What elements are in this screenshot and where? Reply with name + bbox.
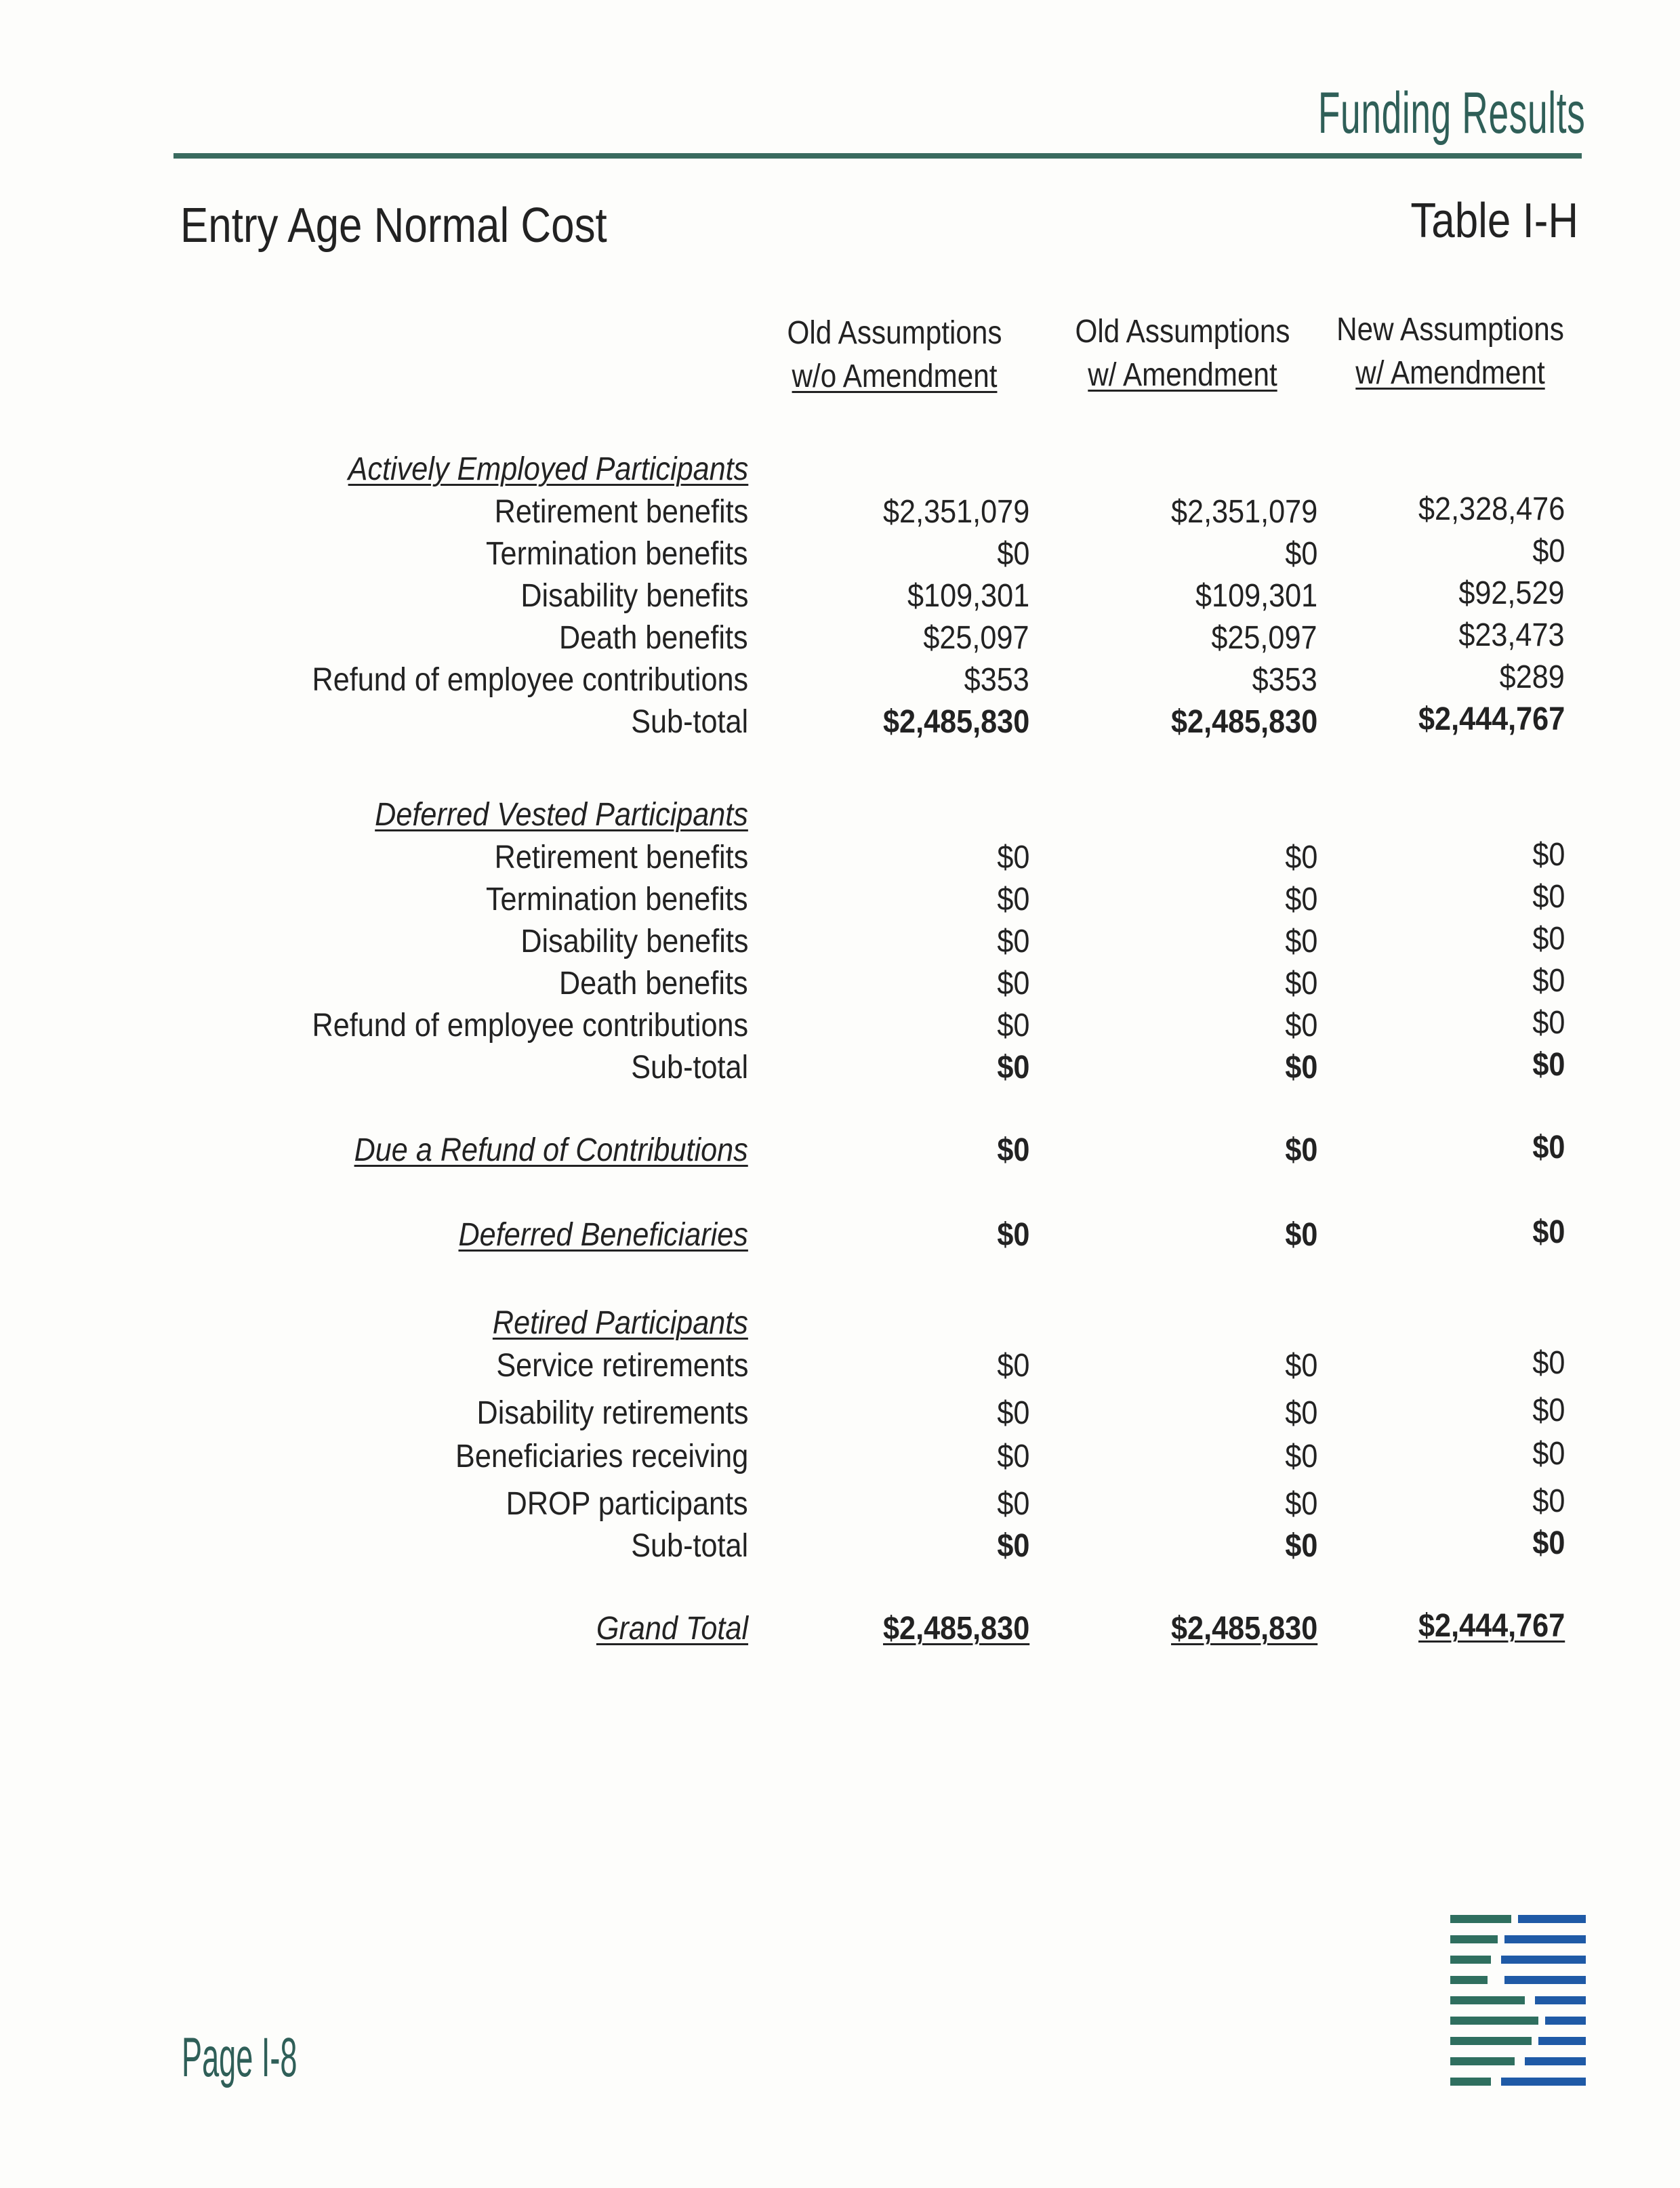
table-cell: $2,328,476 [1418,491,1565,527]
table-cell: $2,444,767 [1418,701,1565,737]
table-cell: $0 [1284,1217,1317,1253]
table-cell: $0 [1532,1483,1565,1519]
table-cell: $23,473 [1458,617,1565,653]
row-label: Death benefits [559,620,748,656]
table-cell: $0 [1284,536,1317,572]
column-header-old-w [1046,310,1320,397]
row-label: Disability benefits [520,578,748,614]
company-logo-icon [1450,1915,1586,2091]
table-cell: $0 [1532,533,1565,569]
row-label: Sub-total [631,1050,748,1086]
table-cell: $0 [996,1439,1029,1474]
table-cell: $0 [996,840,1029,875]
row-label: Termination benefits [486,536,748,572]
table-cell: $25,097 [923,620,1029,656]
table-cell: $0 [996,1528,1029,1564]
table-cell: $2,444,767 [1418,1608,1565,1644]
table-cell: $353 [964,662,1029,698]
table-cell: $0 [1532,1047,1565,1083]
column-header-line2: w/ Amendment [1355,355,1545,391]
row-label: Refund of employee contributions [312,1008,748,1044]
row-group-label: Grand Total [596,1611,748,1647]
table-cell: $0 [1532,1214,1565,1250]
row-label: Disability retirements [476,1395,748,1431]
logo-stripes [1450,1915,1586,2086]
table-cell: $0 [996,1348,1029,1384]
table-cell: $0 [1284,1050,1317,1086]
table-cell: $2,485,830 [1170,1611,1317,1647]
column-header-line1: Old Assumptions [787,315,1002,351]
table-cell: $109,301 [907,578,1029,614]
table-cell: $289 [1499,659,1565,695]
table-cell: $0 [1532,1436,1565,1472]
table-cell: $2,485,830 [882,1611,1029,1647]
table-cell: $0 [1532,1005,1565,1041]
table-cell: $0 [1532,1345,1565,1381]
table-cell: $0 [996,1217,1029,1253]
table-cell: $0 [1284,1008,1317,1044]
table-cell: $0 [1284,966,1317,1002]
table-cell: $0 [1284,1528,1317,1564]
table-cell: $0 [1284,924,1317,959]
table-cell: $0 [996,536,1029,572]
row-label: Refund of employee contributions [312,662,748,698]
table-cell: $0 [1532,921,1565,957]
table-cell: $2,485,830 [882,704,1029,740]
row-label: Sub-total [631,1528,748,1564]
table-cell: $353 [1252,662,1317,698]
row-group-label: Deferred Vested Participants [375,797,748,833]
row-label: Beneficiaries receiving [455,1439,748,1474]
column-header-new-w [1313,308,1588,395]
table-cell: $0 [996,1395,1029,1431]
table-cell: $0 [1532,963,1565,999]
row-label: Disability benefits [520,924,748,959]
table-cell: $0 [1284,1395,1317,1431]
table-cell: $109,301 [1195,578,1317,614]
table-cell: $0 [1532,1525,1565,1561]
table-cell: $0 [1284,1439,1317,1474]
table-cell: $0 [996,966,1029,1002]
table-cell: $0 [1532,1130,1565,1165]
table-cell: $2,485,830 [1170,704,1317,740]
page-number: Page I-8 [182,2027,298,2088]
table-cell: $0 [1532,837,1565,873]
row-label: DROP participants [506,1486,748,1522]
table-cell: $0 [1532,879,1565,915]
table-cell: $0 [996,1050,1029,1086]
row-group-label: Actively Employed Participants [348,451,748,487]
row-label: Termination benefits [486,882,748,917]
column-header-old-wo [758,312,1032,398]
row-label: Sub-total [631,704,748,740]
table-cell: $25,097 [1211,620,1317,656]
column-header-line1: Old Assumptions [1075,314,1290,350]
row-label: Service retirements [495,1348,748,1384]
table-cell: $0 [996,1132,1029,1168]
table-cell: $0 [1532,1392,1565,1428]
column-header-line2: w/o Amendment [792,358,998,394]
table-cell: $92,529 [1458,575,1565,611]
row-group-label: Due a Refund of Contributions [354,1132,748,1168]
table-cell: $0 [996,1008,1029,1044]
row-group-label: Retired Participants [493,1305,748,1341]
table-cell: $0 [1284,882,1317,917]
table-cell: $0 [1284,1486,1317,1522]
column-header-line1: New Assumptions [1336,312,1564,348]
table-cell: $0 [996,1486,1029,1522]
section-title: Funding Results [1317,81,1585,146]
table-cell: $2,351,079 [882,494,1029,530]
page-heading: Entry Age Normal Cost [180,199,607,253]
table-cell: $0 [1284,1132,1317,1168]
table-cell: $0 [996,882,1029,917]
header-rule [173,153,1582,159]
table-number: Table I-H [1410,194,1578,248]
row-label: Retirement benefits [494,840,748,875]
row-group-label: Deferred Beneficiaries [458,1217,748,1253]
table-cell: $0 [996,924,1029,959]
column-header-line2: w/ Amendment [1088,357,1277,393]
table-cell: $0 [1284,1348,1317,1384]
row-label: Death benefits [559,966,748,1002]
row-label: Retirement benefits [494,494,748,530]
table-cell: $0 [1284,840,1317,875]
table-cell: $2,351,079 [1170,494,1317,530]
